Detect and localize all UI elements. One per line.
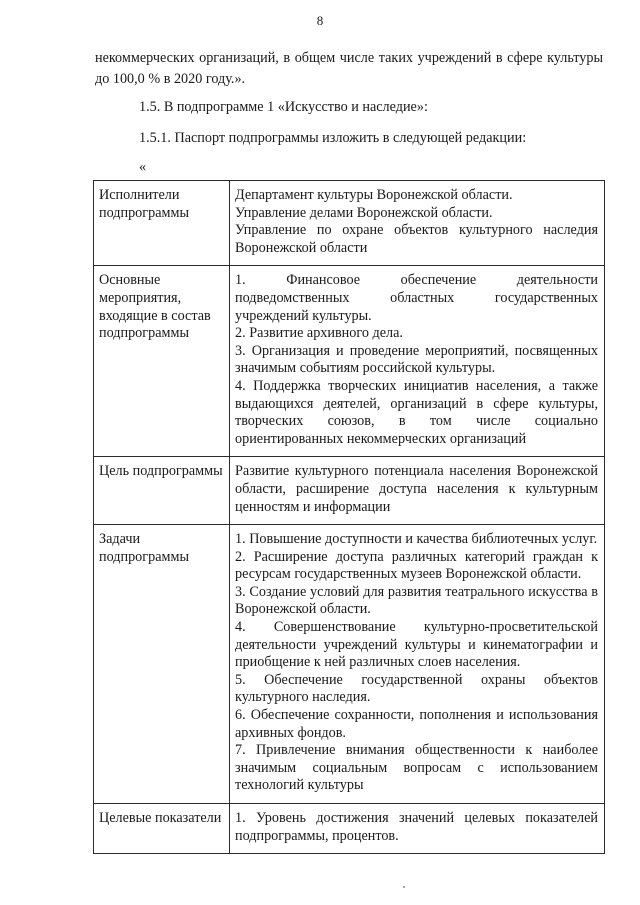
row-label: Цель подпрограммы bbox=[94, 457, 230, 525]
list-item: 1. Уровень достижения значений целевых показателей подпрограммы, процентов. bbox=[235, 810, 598, 844]
row-label: Исполнители подпрограммы bbox=[94, 181, 230, 266]
scan-speck bbox=[403, 886, 405, 888]
list-item: 2. Расширение доступа различных категорий граждан к ресурсам государственных музеев Воронежской области. bbox=[235, 548, 598, 583]
list-item: 1. Финансовое обеспечение деятельности подведомственных областных государственных учреждений культуры. bbox=[235, 272, 598, 324]
list-item: 6. Обеспечение сохранности, пополнения и использования архивных фондов. bbox=[235, 707, 598, 741]
row-label: Задачи подпрограммы bbox=[94, 525, 230, 804]
intro-paragraph-1: некоммерческих организаций, в общем числе таких учреждений в сфере культуры до 100,0 % в 2020 году.». bbox=[95, 50, 603, 87]
row-value bbox=[230, 457, 605, 525]
intro-paragraph-3: 1.5.1. Паспорт подпрограммы изложить в следующей редакции: bbox=[139, 130, 527, 146]
list-item: 1. Повышение доступности и качества библиотечных услуг. bbox=[235, 531, 598, 548]
page-number: 8 bbox=[316, 13, 324, 28]
row-label: Основные мероприятия, входящие в состав подпрограммы bbox=[94, 266, 230, 457]
row-value bbox=[230, 804, 605, 854]
table-row-executors bbox=[94, 181, 605, 266]
table-row-main-activities bbox=[94, 266, 605, 457]
opening-quote: « bbox=[139, 159, 147, 175]
list-item: Департамент культуры Воронежской области. bbox=[235, 187, 513, 203]
list-item: 7. Привлечение внимания общественности к наиболее значимым социальным вопросам с использованием технологий культуры bbox=[235, 742, 598, 794]
list-item: 5. Обеспечение государственной охраны объектов культурного наследия. bbox=[235, 671, 598, 706]
list-item: 2. Развитие архивного дела. bbox=[235, 325, 403, 342]
list-item: 3. Создание условий для развития театрального искусства в Воронежской области. bbox=[235, 583, 598, 618]
table-row-goal bbox=[94, 457, 605, 525]
list-item: 4. Поддержка творческих инициатив населения, а также выдающихся деятелей, организаций в сфере культуры, творческих союзов, в том числе социально ориентированных некоммерческих организаций bbox=[235, 377, 598, 447]
list-item: Управление по охране объектов культурного наследия Воронежской области bbox=[235, 222, 598, 256]
row-value bbox=[230, 525, 605, 804]
intro-paragraph-2: 1.5. В подпрограмме 1 «Искусство и наследие»: bbox=[139, 99, 428, 115]
list-item: 4. Совершенствование культурно-просветительской деятельности учреждений культуры и кинематографии и приобщение к ней различных слоев населения. bbox=[235, 619, 598, 671]
list-item: Развитие культурного потенциала населения Воронежской области, расширение доступа населения к культурным ценностям и информации bbox=[235, 463, 598, 515]
table-row-tasks bbox=[94, 525, 605, 804]
row-value bbox=[230, 266, 605, 457]
list-item: 3. Организация и проведение мероприятий, посвященных значимым событиям российской культуры. bbox=[235, 342, 598, 377]
table-row-indicators bbox=[94, 804, 605, 854]
row-value bbox=[230, 181, 605, 266]
list-item: Управление делами Воронежской области. bbox=[235, 204, 493, 221]
subprogram-passport-table bbox=[93, 180, 605, 854]
row-label: Целевые показатели bbox=[94, 804, 230, 854]
